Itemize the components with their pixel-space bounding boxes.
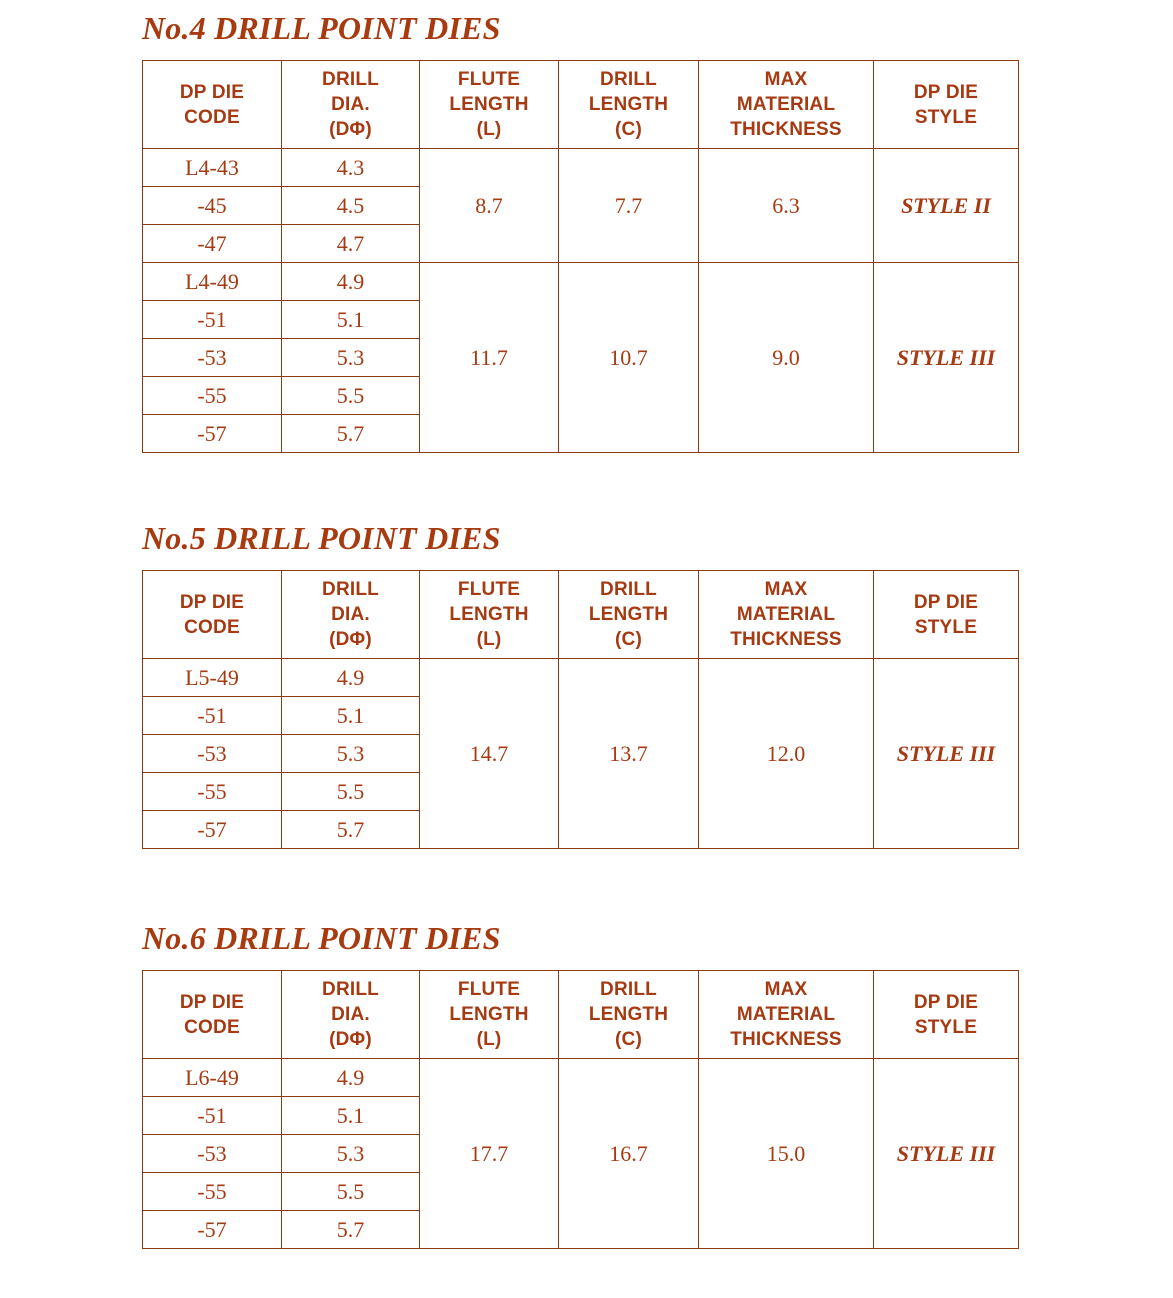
column-header-dp-die-style [874, 61, 1019, 149]
cell-dp-die-code: L6-49 [143, 1059, 282, 1097]
cell-dp-die-code: L4-43 [143, 149, 282, 187]
header-line: LENGTH [449, 604, 529, 625]
cell-max-material-thickness: 6.3 [699, 149, 874, 263]
header-row [143, 61, 1019, 149]
title-spacer [0, 956, 1173, 970]
table-header [143, 971, 1019, 1059]
header-line: STYLE [914, 616, 978, 638]
cell-drill-dia: 5.7 [282, 1211, 420, 1249]
cell-drill-dia: 5.1 [282, 1097, 420, 1135]
header-line: DIA. [331, 604, 370, 625]
table-row [143, 659, 1019, 697]
header-line: THICKNESS [730, 119, 842, 140]
cell-dp-die-code: -53 [143, 735, 282, 773]
column-header-max-material-thickness [699, 61, 874, 149]
table-body [143, 659, 1019, 849]
table-header [143, 61, 1019, 149]
cell-max-material-thickness: 9.0 [699, 263, 874, 453]
header-line: MATERIAL [736, 94, 836, 115]
header-line: DP DIE [913, 591, 979, 613]
header-line: DP DIE [913, 991, 979, 1013]
header-line: FLUTE [457, 979, 521, 1000]
column-header-flute-length [420, 571, 559, 659]
header-line: (DΦ) [329, 119, 372, 140]
header-line: MATERIAL [736, 1004, 836, 1025]
cell-max-material-thickness: 15.0 [699, 1059, 874, 1249]
header-line: THICKNESS [730, 629, 842, 650]
cell-dp-die-code: -55 [143, 773, 282, 811]
header-line: DRILL [322, 579, 379, 600]
cell-drill-dia: 5.1 [282, 301, 420, 339]
header-line: (L) [476, 119, 502, 140]
cell-dp-die-code: L5-49 [143, 659, 282, 697]
cell-dp-die-code: -51 [143, 697, 282, 735]
cell-dp-die-code: -45 [143, 187, 282, 225]
cell-drill-length: 13.7 [559, 659, 699, 849]
section-no4 [0, 10, 1173, 453]
section-title: No.4 DRILL POINT DIES [142, 10, 501, 46]
cell-drill-dia: 5.3 [282, 1135, 420, 1173]
header-line: DRILL [600, 69, 657, 90]
header-line: LENGTH [588, 1004, 669, 1025]
header-line: STYLE [914, 106, 978, 128]
header-line: DRILL [322, 979, 379, 1000]
cell-dp-die-style: STYLE III [874, 263, 1019, 453]
column-header-flute-length [420, 971, 559, 1059]
header-line: FLUTE [457, 69, 521, 90]
header-line: LENGTH [449, 1004, 529, 1025]
column-header-max-material-thickness [699, 571, 874, 659]
cell-dp-die-code: -53 [143, 339, 282, 377]
cell-drill-dia: 5.1 [282, 697, 420, 735]
cell-drill-length: 7.7 [559, 149, 699, 263]
cell-dp-die-code: -53 [143, 1135, 282, 1173]
header-line: (DΦ) [329, 1029, 372, 1050]
header-line: MAX [764, 979, 808, 1000]
section-title: No.6 DRILL POINT DIES [142, 920, 501, 956]
header-line: (L) [476, 629, 502, 650]
header-line: (C) [615, 119, 642, 140]
table-row [143, 1059, 1019, 1097]
header-line: DRILL [600, 979, 657, 1000]
section-title: No.5 DRILL POINT DIES [142, 520, 501, 556]
cell-flute-length: 8.7 [420, 149, 559, 263]
header-row [143, 571, 1019, 659]
header-line: MAX [764, 69, 808, 90]
header-line: (C) [615, 1029, 642, 1050]
table-body [143, 1059, 1019, 1249]
column-header-max-material-thickness [699, 971, 874, 1059]
column-header-dp-die-style [874, 971, 1019, 1059]
cell-dp-die-style: STYLE III [874, 1059, 1019, 1249]
cell-drill-dia: 4.9 [282, 659, 420, 697]
header-line: MATERIAL [736, 604, 836, 625]
header-line: LENGTH [588, 94, 669, 115]
cell-max-material-thickness: 12.0 [699, 659, 874, 849]
column-header-drill-length [559, 61, 699, 149]
cell-dp-die-style: STYLE III [874, 659, 1019, 849]
cell-dp-die-code: -57 [143, 1211, 282, 1249]
header-line: (C) [615, 629, 642, 650]
cell-drill-length: 10.7 [559, 263, 699, 453]
cell-drill-dia: 5.7 [282, 811, 420, 849]
title-spacer [0, 46, 1173, 60]
cell-dp-die-code: -47 [143, 225, 282, 263]
column-header-drill-dia [282, 571, 420, 659]
cell-drill-dia: 5.3 [282, 735, 420, 773]
cell-drill-dia: 4.9 [282, 1059, 420, 1097]
table-row [143, 263, 1019, 301]
cell-drill-dia: 5.3 [282, 339, 420, 377]
column-header-drill-dia [282, 971, 420, 1059]
table-body [143, 149, 1019, 453]
header-line: DIA. [331, 94, 370, 115]
cell-drill-length: 16.7 [559, 1059, 699, 1249]
header-line: CODE [184, 1016, 240, 1038]
cell-drill-dia: 4.5 [282, 187, 420, 225]
header-line: DRILL [322, 69, 379, 90]
cell-dp-die-code: -51 [143, 301, 282, 339]
column-header-dp-die-code [143, 61, 282, 149]
cell-dp-die-code: -55 [143, 1173, 282, 1211]
header-row [143, 971, 1019, 1059]
column-header-flute-length [420, 61, 559, 149]
header-line: MAX [764, 579, 808, 600]
cell-drill-dia: 4.3 [282, 149, 420, 187]
cell-dp-die-code: -57 [143, 811, 282, 849]
cell-drill-dia: 5.5 [282, 377, 420, 415]
section-no6 [0, 920, 1173, 1249]
header-line: CODE [184, 616, 240, 638]
header-line: STYLE [914, 1016, 978, 1038]
header-line: LENGTH [449, 94, 529, 115]
column-header-dp-die-code [143, 571, 282, 659]
column-header-dp-die-style [874, 571, 1019, 659]
header-line: DIA. [331, 1004, 370, 1025]
drill-point-dies-table [142, 970, 1019, 1249]
column-header-dp-die-code [143, 971, 282, 1059]
table-header [143, 571, 1019, 659]
header-line: FLUTE [457, 579, 521, 600]
header-line: LENGTH [588, 604, 669, 625]
cell-flute-length: 17.7 [420, 1059, 559, 1249]
cell-flute-length: 11.7 [420, 263, 559, 453]
cell-drill-dia: 5.7 [282, 415, 420, 453]
header-line: DP DIE [179, 81, 245, 103]
column-header-drill-length [559, 571, 699, 659]
column-header-drill-dia [282, 61, 420, 149]
header-line: (DΦ) [329, 629, 372, 650]
cell-dp-die-code: -51 [143, 1097, 282, 1135]
header-line: CODE [184, 106, 240, 128]
header-line: DP DIE [913, 81, 979, 103]
section-no5 [0, 520, 1173, 849]
cell-drill-dia: 4.9 [282, 263, 420, 301]
header-line: (L) [476, 1029, 502, 1050]
table-row [143, 149, 1019, 187]
cell-drill-dia: 5.5 [282, 1173, 420, 1211]
cell-drill-dia: 5.5 [282, 773, 420, 811]
cell-dp-die-style: STYLE II [874, 149, 1019, 263]
drill-point-dies-table [142, 60, 1019, 453]
header-line: DP DIE [179, 991, 245, 1013]
cell-dp-die-code: -57 [143, 415, 282, 453]
cell-dp-die-code: -55 [143, 377, 282, 415]
cell-dp-die-code: L4-49 [143, 263, 282, 301]
drill-point-dies-table [142, 570, 1019, 849]
header-line: THICKNESS [730, 1029, 842, 1050]
cell-drill-dia: 4.7 [282, 225, 420, 263]
column-header-drill-length [559, 971, 699, 1059]
header-line: DRILL [600, 579, 657, 600]
header-line: DP DIE [179, 591, 245, 613]
title-spacer [0, 556, 1173, 570]
cell-flute-length: 14.7 [420, 659, 559, 849]
